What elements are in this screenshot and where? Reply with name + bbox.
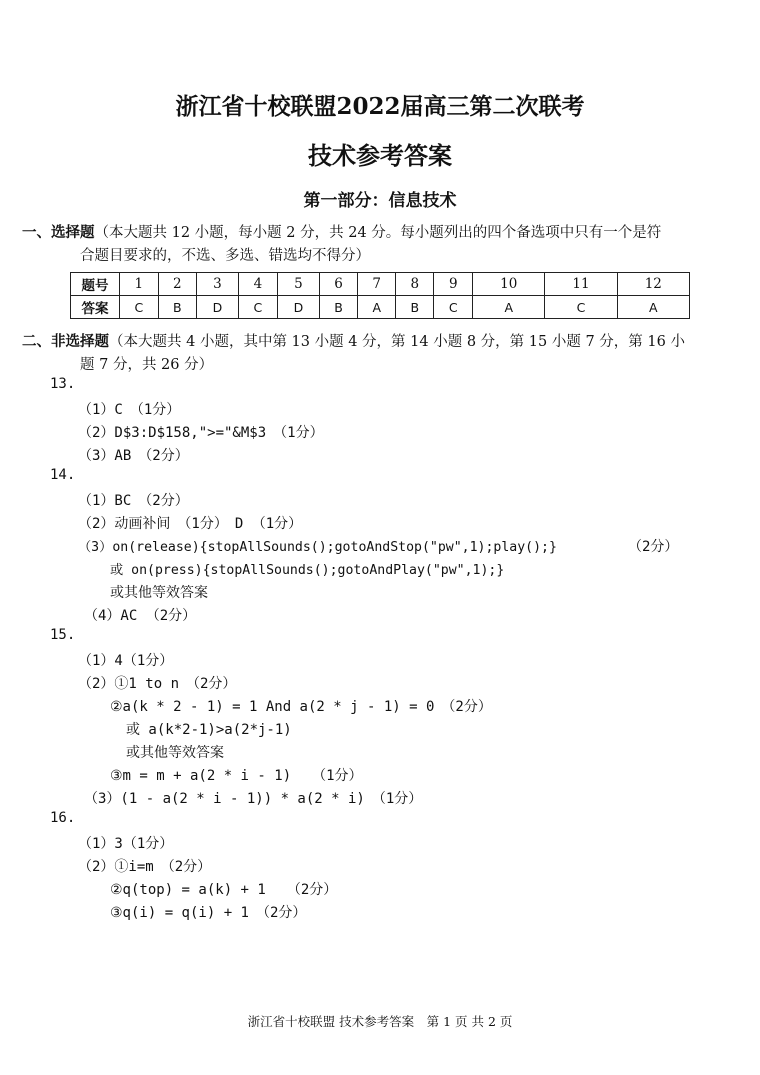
q14-answer-3-other: 或其他等效答案 (110, 585, 208, 601)
q15-answer-3: （3）(1 - a(2 * i - 1)) * a(2 * i) （1分） (84, 791, 423, 807)
q15-answer-2-2-alt: 或 a(k*2-1)>a(2*j-1) (126, 722, 292, 738)
q15-answer-2-1: （2）①1 to n （2分） (78, 676, 237, 692)
q14-answer-1: （1）BC （2分） (78, 493, 189, 509)
answer-cell: C (120, 296, 159, 319)
q14-answer-3-alt: 或 on(press){stopAllSounds();gotoAndPlay("pw",1);} (110, 563, 505, 578)
answer-cell: C (434, 296, 473, 319)
section2-desc-line1 (22, 330, 685, 351)
q13-answer-1: （1）C （1分） (78, 402, 181, 418)
q15-answer-1: （1）4（1分） (78, 653, 174, 669)
q13-number: 13. (50, 376, 76, 392)
q15-answer-2-2-other: 或其他等效答案 (126, 745, 224, 761)
question-number: 12 (617, 273, 689, 296)
answer-cell: B (396, 296, 434, 319)
answer-cell: A (473, 296, 545, 319)
q16-answer-2-2: ②q(top) = a(k) + 1 （2分） (110, 882, 338, 898)
answer-cell: A (358, 296, 396, 319)
table-row (71, 296, 690, 319)
q14-answer-2: （2）动画补间 （1分） D （1分） (78, 516, 303, 532)
q14-number: 14. (50, 467, 76, 483)
page-title: 浙江省十校联盟2022届高三第二次联考 (175, 93, 585, 120)
row-header-answer: 答案 (71, 296, 120, 319)
section1-desc-line2: 合题目要求的，不选、多选、错选均不得分） (80, 248, 370, 264)
question-number: 4 (239, 273, 278, 296)
question-number: 1 (120, 273, 159, 296)
part-heading: 第一部分：信息技术 (303, 191, 457, 211)
question-number: 10 (473, 273, 545, 296)
section2-desc-line2: 题 7 分，共 26 分） (80, 357, 214, 373)
section2-label: 二、非选择题 (22, 333, 109, 350)
q14-answer-3-score: （2分） (628, 539, 679, 555)
q13-answer-3: （3）AB （2分） (78, 448, 189, 464)
section1-label: 一、选择题 (22, 224, 95, 241)
answer-table (70, 272, 690, 319)
q16-answer-2-1: （2）①i=m （2分） (78, 859, 212, 875)
table-row (71, 273, 690, 296)
q14-answer-3: （3）on(release){stopAllSounds();gotoAndStop("pw",1);play();} (78, 540, 557, 555)
question-number: 5 (277, 273, 319, 296)
answer-cell: A (617, 296, 689, 319)
section1-desc: （本大题共 12 小题，每小题 2 分，共 24 分。每小题列出的四个备选项中只有一个是符 (94, 225, 662, 241)
question-number: 3 (196, 273, 238, 296)
q15-number: 15. (50, 627, 76, 643)
q13-answer-2: （2）D$3:D$158,">="&M$3 （1分） (78, 425, 324, 441)
question-number: 9 (434, 273, 473, 296)
answer-cell: B (158, 296, 196, 319)
answer-cell: D (277, 296, 319, 319)
q15-answer-2-2: ②a(k * 2 - 1) = 1 And a(2 * j - 1) = 0 （2分） (110, 699, 492, 715)
q16-answer-1: （1）3（1分） (78, 836, 174, 852)
answer-cell: C (239, 296, 278, 319)
q15-answer-2-3: ③m = m + a(2 * i - 1) （1分） (110, 768, 363, 784)
question-number: 8 (396, 273, 434, 296)
section2-desc: （本大题共 4 小题，其中第 13 小题 4 分，第 14 小题 8 分，第 15 小题 7 分，第 16 小 (109, 334, 685, 350)
answer-cell: D (196, 296, 238, 319)
q16-answer-2-3: ③q(i) = q(i) + 1 （2分） (110, 905, 307, 921)
row-header-number: 题号 (71, 273, 120, 296)
page-footer: 浙江省十校联盟 技术参考答案 第 1 页 共 2 页 (247, 1014, 513, 1029)
question-number: 6 (320, 273, 358, 296)
q14-answer-4: （4）AC （2分） (84, 608, 197, 624)
answer-cell: B (320, 296, 358, 319)
section1-desc-line1 (22, 221, 661, 242)
question-number: 11 (545, 273, 617, 296)
answer-cell: C (545, 296, 617, 319)
page-subtitle: 技术参考答案 (308, 141, 452, 170)
question-number: 7 (358, 273, 396, 296)
question-number: 2 (158, 273, 196, 296)
q16-number: 16. (50, 810, 76, 826)
